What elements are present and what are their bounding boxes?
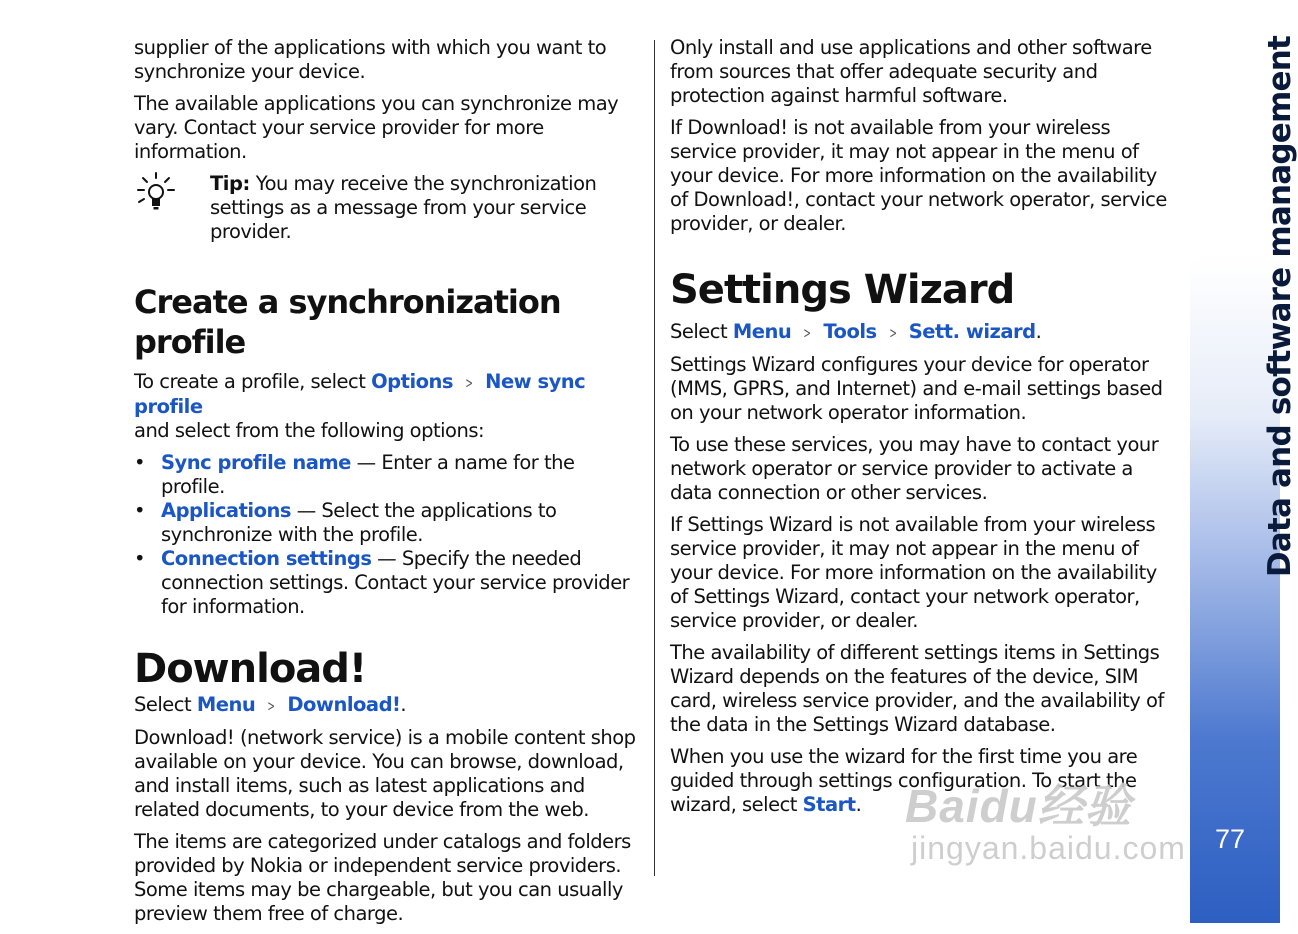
create-intro-prefix: To create a profile, select xyxy=(134,370,372,393)
section-heading-create-profile: Create a synchronization profile xyxy=(134,283,561,361)
paragraph: Only install and use applications and other software from sources that offer adequate security and protection against harmful software. xyxy=(670,36,1152,107)
list-item-text: — Specify the needed connection settings. Contact your service provider for information. xyxy=(161,547,630,618)
chevron-right-icon: > xyxy=(267,697,275,715)
options-link[interactable]: Options xyxy=(371,370,454,393)
list-item xyxy=(134,547,640,619)
chevron-right-icon: > xyxy=(465,374,473,392)
paragraph: The available applications you can synchronize may vary. Contact your service provider for more information. xyxy=(134,92,619,163)
paragraph: The items are categorized under catalogs and folders provided by Nokia or independent service providers. Some items may be chargeable, but you can usually preview them free of charge. xyxy=(134,830,631,925)
bullet: • xyxy=(134,499,146,522)
section-heading-download: Download! xyxy=(134,646,367,692)
tip-text xyxy=(210,172,640,244)
new-sync-profile-link[interactable]: New sync profile xyxy=(134,370,586,418)
paragraph: Download! (network service) is a mobile content shop available on your device. You can browse, download, and install items, such as latest applications and related documents, to your device from the web. xyxy=(134,726,636,821)
watermark-url: jingyan.baidu.com xyxy=(911,830,1186,866)
applications-link[interactable]: Applications xyxy=(161,499,291,522)
paragraph: If Download! is not available from your wireless service provider, it may not appear in the menu of your device. For more information on the availability of Download!, contact your network operator, service provider, or dealer. xyxy=(670,116,1167,235)
paragraph: If Settings Wizard is not available from your wireless service provider, it may not appear in the menu of your device. For more information on the availability of Settings Wizard, contact your network operator, service provider, or dealer. xyxy=(670,513,1157,632)
menu-link[interactable]: Menu xyxy=(732,320,792,343)
paragraph: To use these services, you may have to contact your network operator or service provider to activate a data connection or other services. xyxy=(670,433,1159,504)
select-suffix: . xyxy=(400,693,407,716)
list-item xyxy=(134,451,640,499)
select-suffix: . xyxy=(1035,320,1042,343)
section-heading-settings-wizard: Settings Wizard xyxy=(670,267,1015,313)
connection-settings-link[interactable]: Connection settings xyxy=(161,547,372,570)
chapter-title: Data and software management xyxy=(1262,36,1298,578)
list-item-text: — Enter a name for the profile. xyxy=(161,451,575,498)
tip-label: Tip: xyxy=(210,172,250,195)
paragraph: The availability of different settings items in Settings Wizard depends on the features of the device, SIM card, wireless service provider, and the availability of the data in the Settings Wizard database. xyxy=(670,641,1164,736)
select-prefix: Select xyxy=(134,693,197,716)
create-intro xyxy=(134,370,640,443)
paragraph-suffix: . xyxy=(855,793,862,816)
select-prefix: Select xyxy=(670,320,733,343)
tip-body: You may receive the synchronization settings as a message from your service provider. xyxy=(210,172,597,243)
download-select xyxy=(134,693,640,718)
sett-wizard-link[interactable]: Sett. wizard xyxy=(908,320,1036,343)
paragraph: Settings Wizard configures your device for operator (MMS, GPRS, and Internet) and e-mail settings based on your network operator information. xyxy=(670,353,1163,424)
tools-link[interactable]: Tools xyxy=(823,320,877,343)
bullet: • xyxy=(134,451,146,474)
menu-link[interactable]: Menu xyxy=(196,693,256,716)
paragraph xyxy=(670,745,1178,817)
create-intro-suffix: and select from the following options: xyxy=(134,419,485,442)
sync-profile-name-link[interactable]: Sync profile name xyxy=(161,451,351,474)
chevron-right-icon: > xyxy=(889,324,897,342)
left-column xyxy=(134,36,640,934)
paragraph-text: When you use the wizard for the first time you are guided through settings configuration. To start the wizard, select xyxy=(670,745,1138,816)
start-link[interactable]: Start xyxy=(802,793,856,816)
watermark-brand: Baidu经验 xyxy=(905,780,1132,832)
download-link[interactable]: Download! xyxy=(287,693,401,716)
right-column xyxy=(670,36,1178,825)
list-item-text: — Select the applications to synchronize with the profile. xyxy=(161,499,557,546)
lightbulb-icon xyxy=(136,172,176,212)
wizard-select xyxy=(670,320,1178,345)
page-number: 77 xyxy=(1214,824,1246,854)
bullet: • xyxy=(134,547,146,570)
column-divider xyxy=(654,40,655,876)
options-list xyxy=(134,451,640,619)
paragraph: supplier of the applications with which you want to synchronize your device. xyxy=(134,36,607,83)
list-item xyxy=(134,499,640,547)
chevron-right-icon: > xyxy=(803,324,811,342)
tip-box xyxy=(134,172,640,244)
